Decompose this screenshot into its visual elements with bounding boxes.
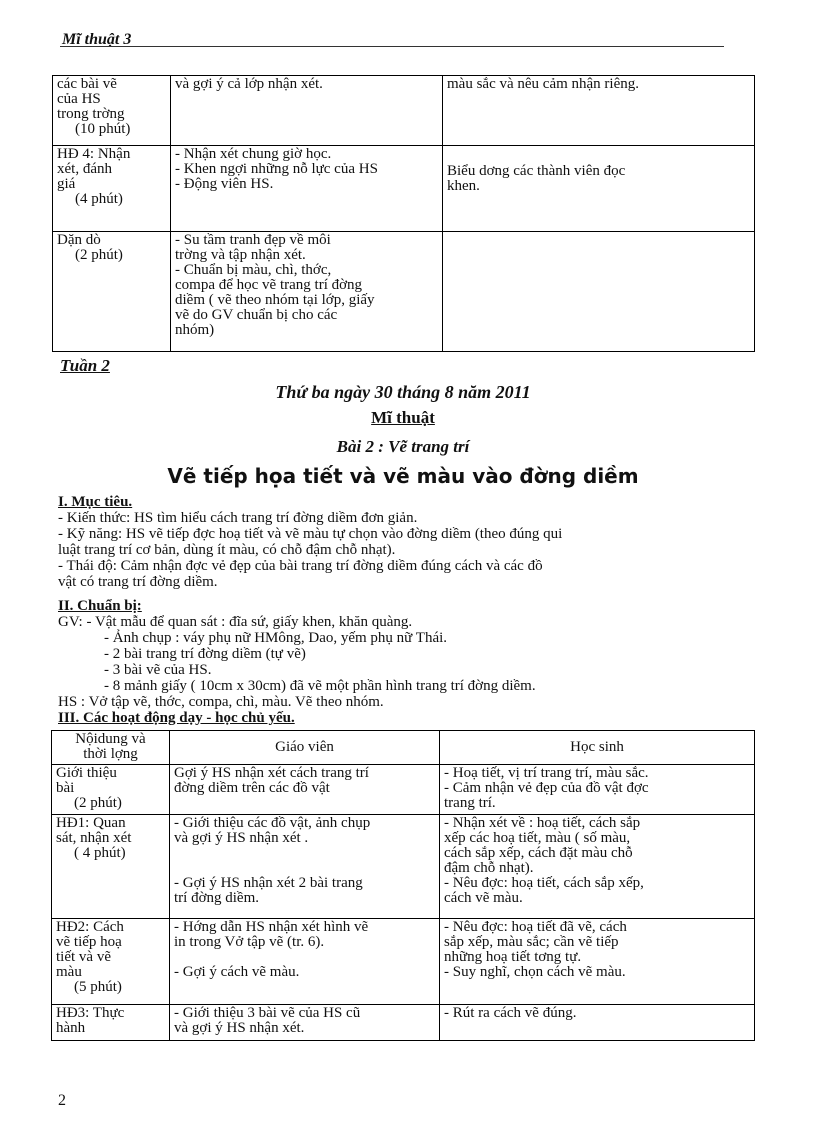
table-cell	[171, 146, 443, 232]
cell-text: trang trí.	[444, 795, 496, 811]
cell-text: những hoạ tiết tơng tự.	[444, 949, 582, 965]
gv-item: - 8 mảnh giấy ( 10cm x 30cm) đã vẽ một phần hình trang trí đờng diềm.	[104, 678, 536, 694]
cell-text: - Rút ra cách vẽ đúng.	[444, 1005, 577, 1021]
cell-text: (10 phút)	[75, 121, 131, 137]
table-cell	[171, 232, 443, 352]
header-text: Học sinh	[570, 739, 624, 755]
table-cell	[170, 1005, 440, 1041]
table-cell	[52, 919, 170, 1005]
running-header: Mĩ thuật 3	[62, 31, 132, 48]
column-header	[52, 731, 170, 765]
table-cell	[52, 815, 170, 919]
cell-text: HĐ1: Quan	[56, 815, 126, 831]
table-cell	[440, 765, 755, 815]
page-number: 2	[58, 1092, 66, 1109]
lesson-title: Vẽ tiếp họa tiết và vẽ màu vào đờng diềm	[167, 464, 639, 488]
cell-text: - Suy nghĩ, chọn cách vẽ màu.	[444, 964, 626, 980]
header-text: thời lợng	[83, 746, 138, 762]
cell-text: - Giới thiệu các đồ vật, ảnh chụp	[174, 815, 371, 831]
table-header-row	[52, 731, 755, 765]
cell-text: Biểu dơng các thành viên đọc	[447, 163, 626, 179]
table-cell	[170, 919, 440, 1005]
cell-text: - Nêu đợc: hoạ tiết, cách sắp xếp,	[444, 875, 644, 891]
cell-text: (2 phút)	[74, 795, 122, 811]
cell-text: cách vẽ màu.	[444, 890, 523, 906]
objectives-section	[58, 494, 722, 590]
cell-text: HĐ 4: Nhận	[57, 146, 131, 162]
gv-item: - 3 bài vẽ của HS.	[104, 662, 212, 678]
table-row	[52, 919, 755, 1005]
table-cell	[171, 76, 443, 146]
cell-text: của HS	[57, 91, 101, 107]
gv-item: - 2 bài trang trí đờng diềm (tự vẽ)	[104, 646, 306, 662]
cell-text: cách sắp xếp, cách đặt màu chỗ	[444, 845, 633, 861]
cell-text: - Nhận xét chung giờ học.	[175, 146, 332, 162]
lesson-date: Thứ ba ngày 30 tháng 8 năm 2011	[275, 382, 531, 402]
cell-text: màu sắc và nêu cảm nhận riêng.	[447, 76, 640, 92]
cell-text: xếp các hoạ tiết, màu ( số màu,	[444, 830, 631, 846]
cell-text: các bài vẽ	[57, 76, 117, 92]
table-cell	[52, 765, 170, 815]
preparation-heading: II. Chuẩn bị:	[58, 598, 142, 614]
cell-text: đờng diềm trên các đồ vật	[174, 780, 330, 796]
cell-text: Gợi ý HS nhận xét cách trang trí	[174, 765, 369, 781]
cell-text: và gợi ý cả lớp nhận xét.	[175, 76, 323, 92]
objective-line: vật có trang trí đờng diềm.	[58, 574, 218, 590]
table-row	[52, 815, 755, 919]
cell-text: - Khen ngợi những nỗ lực của HS	[175, 161, 378, 177]
cell-text: xét, đánh	[57, 161, 112, 177]
cell-text: sắp xếp, màu sắc; cần vẽ tiếp	[444, 934, 619, 950]
cell-text: đậm chỗ nhạt).	[444, 860, 534, 876]
table-cell	[440, 815, 755, 919]
cell-text: - Su tầm tranh đẹp về môi	[175, 232, 331, 248]
table-row	[52, 1005, 755, 1041]
activities-table	[51, 730, 755, 1041]
objective-line: - Kỹ năng: HS vẽ tiếp đợc hoạ tiết và vẽ màu tự chọn vào đờng diềm (theo đúng qui	[58, 526, 563, 542]
cell-text: compa để học vẽ trang trí đờng	[175, 277, 363, 293]
cell-text: - Nêu đợc: hoạ tiết đã vẽ, cách	[444, 919, 627, 935]
objectives-heading: I. Mục tiêu.	[58, 494, 133, 510]
cell-text: (4 phút)	[75, 191, 123, 207]
preparation-section	[58, 598, 722, 726]
table-cell	[443, 232, 755, 352]
cell-text: sát, nhận xét	[56, 830, 132, 846]
cell-text: trí đờng diềm.	[174, 890, 260, 906]
lesson-number: Bài 2 : Vẽ trang trí	[336, 437, 470, 456]
cell-text: trong trờng	[57, 106, 125, 122]
table-cell	[440, 919, 755, 1005]
cell-text: - Giới thiệu 3 bài vẽ của HS cũ	[174, 1005, 361, 1021]
cell-text: (2 phút)	[75, 247, 123, 263]
cell-text: bài	[56, 780, 75, 796]
cell-text: HĐ3: Thực	[56, 1005, 125, 1021]
hs-line: HS : Vở tập vẽ, thớc, compa, chì, màu. Vẽ theo nhóm.	[58, 694, 384, 710]
objective-line: - Kiến thức: HS tìm hiểu cách trang trí đờng diềm đơn giản.	[58, 510, 418, 526]
cell-text: - Gợi ý HS nhận xét 2 bài trang	[174, 875, 363, 891]
header-divider	[60, 46, 724, 47]
cell-text: - Gợi ý cách vẽ màu.	[174, 964, 300, 980]
table-cell	[53, 146, 171, 232]
cell-text: - Chuẩn bị màu, chì, thớc,	[175, 262, 332, 278]
table-row	[53, 232, 755, 352]
cell-text	[174, 846, 435, 861]
table-row	[53, 146, 755, 232]
cell-text: - Nhận xét về : hoạ tiết, cách sắp	[444, 815, 641, 831]
continuation-table	[52, 75, 755, 352]
cell-text: nhóm)	[175, 322, 215, 338]
cell-text: - Cảm nhận vẻ đẹp của đồ vật đợc	[444, 780, 649, 796]
table-cell	[443, 146, 755, 232]
objective-line: - Thái độ: Cảm nhận đợc vẻ đẹp của bài trang trí đờng diềm đúng cách và các đồ	[58, 558, 543, 574]
table-cell	[440, 1005, 755, 1041]
cell-text: (5 phút)	[74, 979, 122, 995]
cell-text: - Hớng dẫn HS nhận xét hình vẽ	[174, 919, 369, 935]
header-text: Nộidung và	[75, 731, 146, 747]
table-row	[53, 76, 755, 146]
cell-text: vẽ do GV chuẩn bị cho các	[175, 307, 338, 323]
cell-text: và gợi ý HS nhận xét.	[174, 1020, 305, 1036]
table-cell	[53, 232, 171, 352]
table-cell	[170, 765, 440, 815]
gv-line: GV: - Vật mẫu để quan sát : đĩa sứ, giấy khen, khăn quàng.	[58, 614, 413, 630]
table-row	[52, 765, 755, 815]
cell-text: vẽ tiếp hoạ	[56, 934, 122, 950]
cell-text: - Động viên HS.	[175, 176, 274, 192]
cell-text	[174, 950, 435, 965]
cell-text: khen.	[447, 178, 480, 194]
gv-item: - Ảnh chụp : váy phụ nữ HMông, Dao, yếm phụ nữ Thái.	[104, 630, 448, 646]
cell-text: trờng và tập nhận xét.	[175, 247, 306, 263]
cell-text: Dặn dò	[57, 232, 101, 248]
activities-heading: III. Các hoạt động dạy - học chủ yếu.	[58, 710, 295, 726]
cell-text: ( 4 phút)	[74, 845, 126, 861]
cell-text: - Hoạ tiết, vị trí trang trí, màu sắc.	[444, 765, 649, 781]
column-header	[440, 731, 755, 765]
table-cell	[170, 815, 440, 919]
table-cell	[52, 1005, 170, 1041]
cell-text	[174, 861, 435, 876]
cell-text: hành	[56, 1020, 86, 1036]
cell-text: HĐ2: Cách	[56, 919, 124, 935]
table-cell	[53, 76, 171, 146]
objective-line: luật trang trí cơ bản, dùng ít màu, có chỗ đậm chỗ nhạt).	[58, 542, 396, 558]
cell-text: màu	[56, 964, 82, 980]
table-cell	[443, 76, 755, 146]
cell-text: diềm ( vẽ theo nhóm tại lớp, giấy	[175, 292, 375, 308]
cell-text: giá	[57, 176, 76, 192]
cell-text: Giới thiệu	[56, 765, 117, 781]
header-text: Giáo viên	[275, 739, 334, 755]
column-header	[170, 731, 440, 765]
subject-heading: Mĩ thuật	[371, 408, 435, 427]
week-label: Tuần 2	[60, 356, 110, 375]
cell-text: tiết và vẽ	[56, 949, 111, 965]
cell-text: và gợi ý HS nhận xét .	[174, 830, 309, 846]
cell-text: in trong Vở tập vẽ (tr. 6).	[174, 934, 325, 950]
